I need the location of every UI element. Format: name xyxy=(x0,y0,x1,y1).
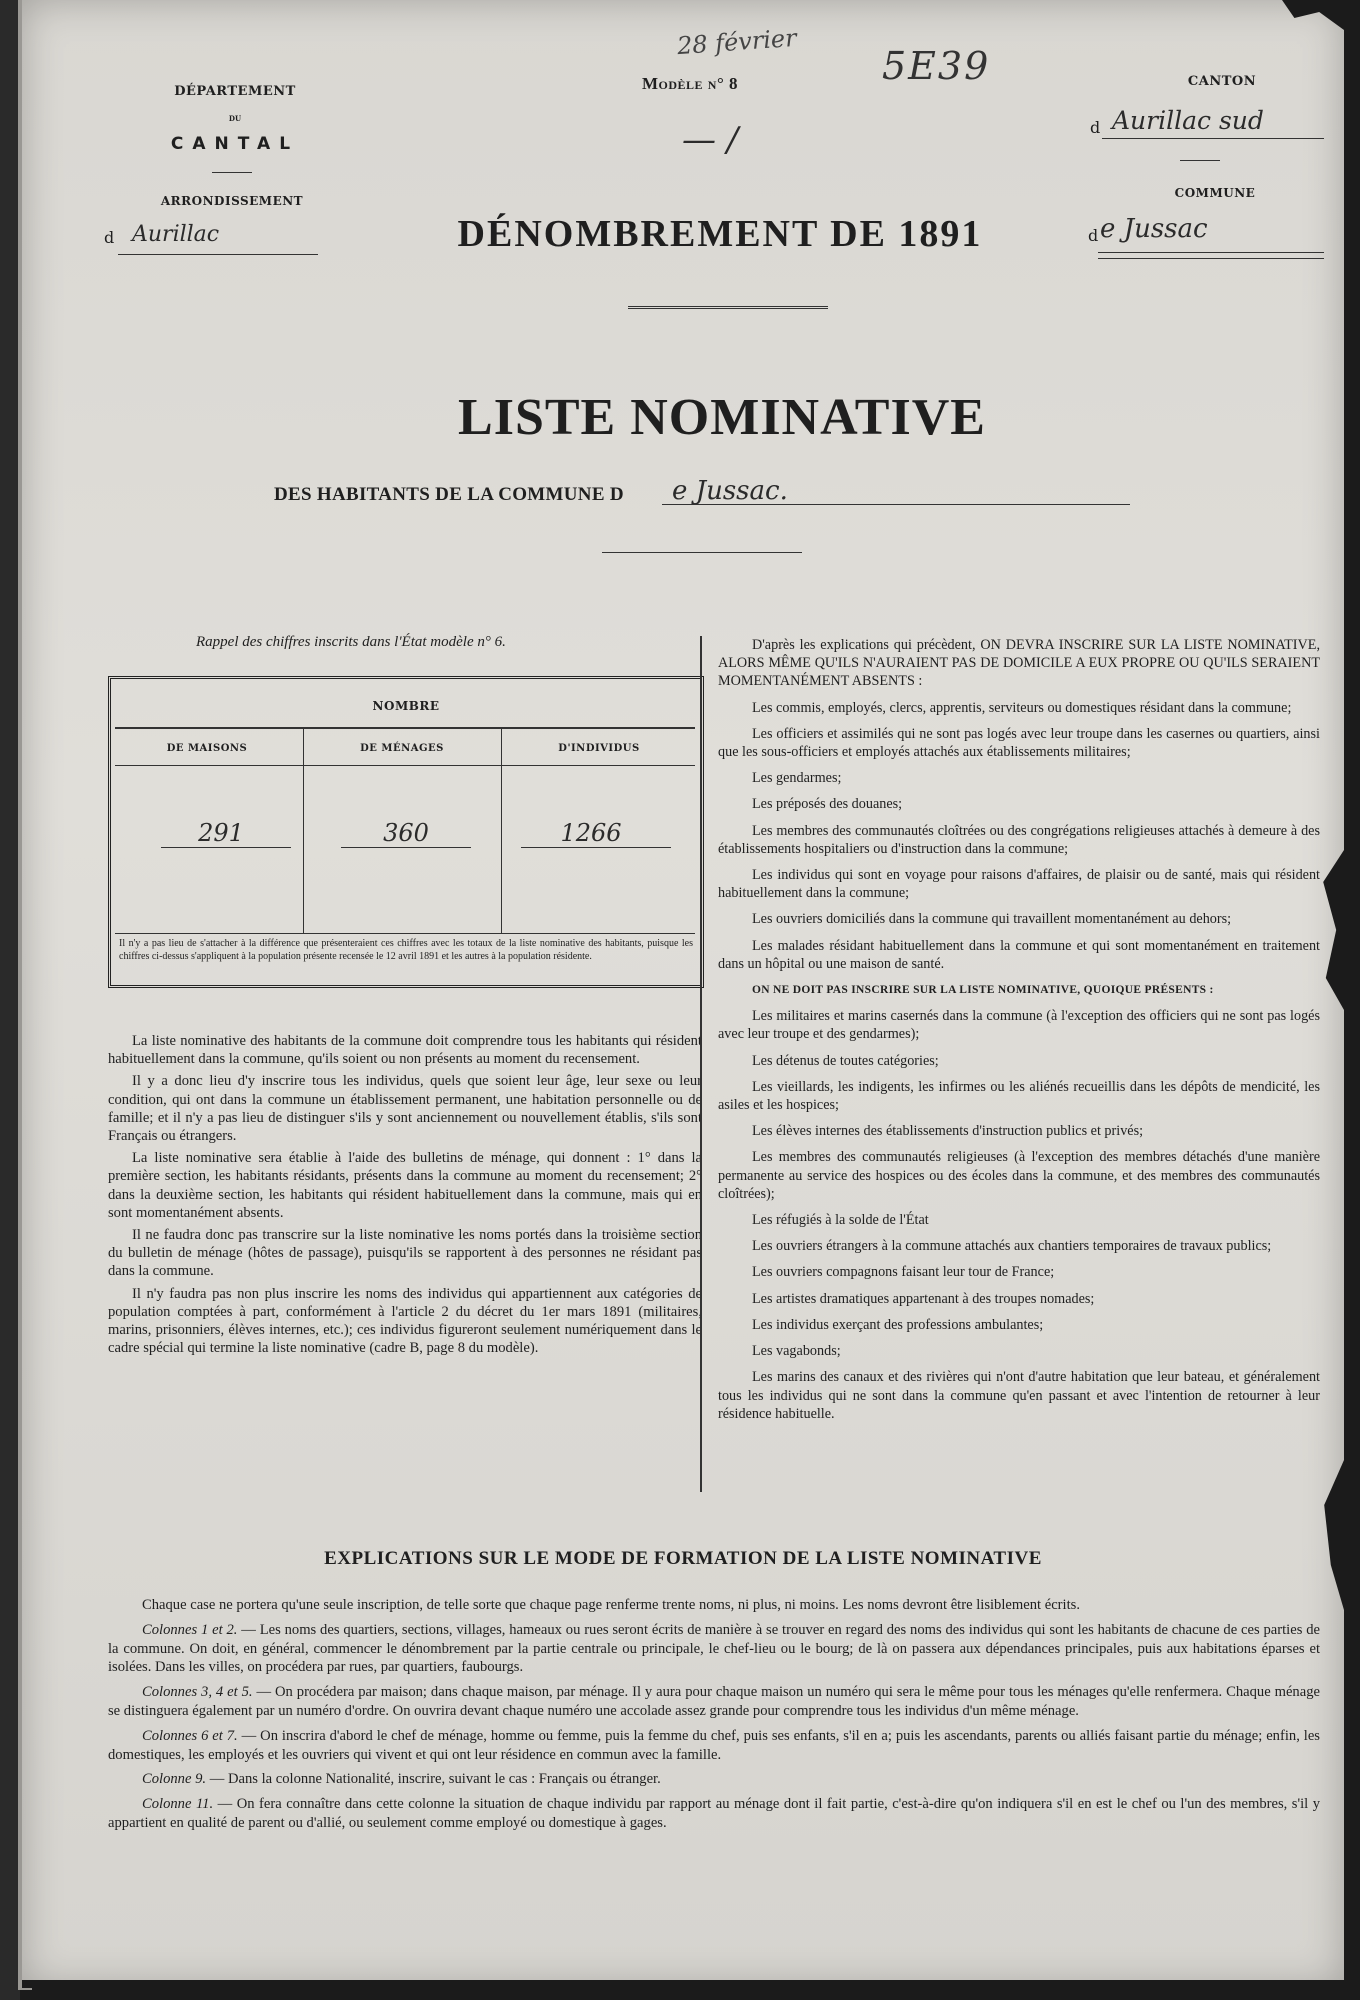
exclure-item: Les vagabonds; xyxy=(752,1343,841,1360)
col-menages: DE MÉNAGES xyxy=(360,743,444,754)
explication-item xyxy=(108,1683,1320,1721)
col-divider xyxy=(501,727,502,933)
rule xyxy=(602,552,802,553)
rule xyxy=(521,847,671,848)
col-divider xyxy=(303,727,304,933)
inscrire-item: Les préposés des douanes; xyxy=(752,796,903,813)
col-individus: D'INDIVIDUS xyxy=(558,743,640,754)
explication-label: Colonnes 6 et 7. xyxy=(142,1727,238,1744)
rule xyxy=(1180,160,1220,161)
rule xyxy=(1102,138,1324,139)
rule xyxy=(1098,258,1324,259)
exclure-item: Les membres des communautés religieuses (à l'exception des membres détachés d'une manière permanente au service des hospices ou des écoles dans la commune, et des membres des communautés cloîtrées); xyxy=(718,1149,1320,1202)
explication-item xyxy=(108,1621,1320,1677)
rule xyxy=(115,933,695,934)
explication-text: — Les noms des quartiers, sections, villages, hameaux ou rues seront écrits de manière à se trouver en regard des noms des individus qui sont les habitants de chacune de ces parties de la commune. On doit, en général, commencer le dénombrement par la partie centrale ou principale, le chef-lieu ou le bourg; de là on passera aux dépendances principales, puis aux habitations éparses et isolées. Dans les villes, on procédera par rues, par quartiers, faubourgs. xyxy=(108,1621,1320,1676)
du-label: DU xyxy=(228,114,242,123)
right-intro: D'après les explications qui précèdent, ON DEVRA INSCRIRE SUR LA LISTE NOMINATIVE, ALORS MÊME QU'ILS N'AURAIENT PAS DE DOMICILE A EUX PROPRE OU QU'ILS SERAIENT MOMENTANÉMENT ABSENTS : xyxy=(718,637,1320,690)
inscrire-item: Les membres des communautés cloîtrées ou des congrégations religieuses attachés à demeure à des établissements hospitaliers ou d'instruction dans la commune; xyxy=(718,822,1320,857)
bottom-edge xyxy=(22,1980,1344,1988)
rule xyxy=(115,765,695,766)
explications-intro: Chaque case ne portera qu'une seule inscription, de telle sorte que chaque page renferme trente noms, ni plus, ni moins. Les noms devront être lisiblement écrits. xyxy=(142,1597,1080,1613)
archive-note: 28 février xyxy=(676,23,798,61)
explications-body xyxy=(108,1596,1320,1839)
left-paragraph: Il ne faudra donc pas transcrire sur la liste nominative les noms portés dans la troisième section du bulletin de ménage (hôtes de passage), puisqu'ils se rapportent à des personnes ne résidant pas dans la commune. xyxy=(108,1227,702,1280)
exclure-item: Les élèves internes des établissements d'instruction publics et privés; xyxy=(752,1123,1144,1140)
rappel-note: Il n'y a pas lieu de s'attacher à la différence que présenteraient ces chiffres avec les totaux de la liste nominative des habitants, puisque les chiffres ci-dessus s'appliquent à la population présente recensée le 12 avril 1891 et les autres à la population résidente. xyxy=(119,938,693,962)
value-menages: 360 xyxy=(383,819,429,847)
census-page xyxy=(22,0,1344,1988)
explication-label: Colonne 11. xyxy=(142,1796,214,1813)
rappel-box xyxy=(108,676,704,988)
explication-item xyxy=(108,1795,1320,1833)
explication-label: Colonne 9. xyxy=(142,1771,207,1788)
inscrire-item: Les gendarmes; xyxy=(752,770,842,787)
exclure-item: Les réfugiés à la solde de l'État xyxy=(752,1212,929,1229)
canton-value: Aurillac sud xyxy=(1112,106,1264,135)
canton-label: CANTON xyxy=(1187,74,1257,89)
exclure-item: Les détenus de toutes catégories; xyxy=(752,1052,939,1069)
value-maisons: 291 xyxy=(198,819,244,847)
explication-label: Colonnes 1 et 2. xyxy=(142,1621,238,1638)
torn-edge xyxy=(1322,1460,1344,1610)
nombre-label: NOMBRE xyxy=(372,699,440,713)
explication-text: — Dans la colonne Nationalité, inscrire, suivant le cas : Français ou étranger. xyxy=(206,1771,661,1788)
inscrire-item: Les malades résidant habituellement dans la commune et qui sont momentanément en traitement dans un hôpital ou une maison de santé. xyxy=(718,937,1320,972)
explication-label: Colonnes 3, 4 et 5. xyxy=(142,1684,253,1701)
inscrire-item: Les commis, employés, clercs, apprentis, serviteurs ou domestiques résidant dans la commune; xyxy=(752,699,1292,716)
main-title: DÉNOMBREMENT DE 1891 xyxy=(457,213,983,255)
modele-mark: — / xyxy=(682,120,739,160)
canton-prefix: d xyxy=(1090,118,1101,137)
commune-prefix: d xyxy=(1088,226,1099,245)
left-paragraph: Il n'y faudra pas non plus inscrire les noms des individus qui appartiennent aux catégories de population comptées à part, conformément à l'article 2 du décret du 1er mars 1891 (militaires, marins, prisonniers, élèves internes, etc.); ces individus figureront seulement numériquement dans le cadre spécial qui termine la liste nominative (cadre B, page 8 du modèle). xyxy=(108,1285,702,1357)
rule xyxy=(662,504,1130,505)
explications-title: EXPLICATIONS SUR LE MODE DE FORMATION DE LA LISTE NOMINATIVE xyxy=(324,1548,1042,1569)
column-divider xyxy=(700,636,702,1492)
left-paragraph: Il y a donc lieu d'y inscrire tous les individus, quels que soient leur âge, leur sexe ou leur condition, qui ont dans la commune un établissement permanent, une habitation personnelle ou de famille; et il n'y a pas lieu de distinguer s'ils y sont anciennement ou nouvellement établis, s'ils sont Français ou étrangers. xyxy=(108,1073,702,1145)
binding-spine xyxy=(0,0,20,2000)
departement-label: DÉPARTEMENT xyxy=(174,84,296,99)
exclure-item: Les vieillards, les indigents, les infirmes ou les aliénés recueillis dans les dépôts de mendicité, les asiles et les hospices; xyxy=(718,1078,1320,1114)
explication-item xyxy=(108,1770,1320,1789)
exclure-item: Les individus exerçant des professions ambulantes; xyxy=(752,1316,1044,1333)
exclure-item: Les ouvriers étrangers à la commune attachés aux chantiers temporaires de travaux publics; xyxy=(752,1238,1272,1255)
col-maisons: DE MAISONS xyxy=(166,743,248,754)
left-paragraph: La liste nominative sera établie à l'aide des bulletins de ménage, qui donnent : 1° dans la première section, les habitants résidants, présents dans la commune au moment du recensement; 2° dans la deuxième section, les habitants qui résident habituellement dans la commune, mais qui en sont momentanément absents. xyxy=(108,1150,702,1221)
explication-text: — On inscrira d'abord le chef de ménage, homme ou femme, puis la femme du chef, puis ses enfants, s'il en a; puis les ascendants, parents ou alliés faisant partie du ménage; enfin, les domestiques, les employés et les ouvriers qui vivent et qui ont leur résidence en commun avec la famille. xyxy=(108,1727,1320,1763)
arrondissement-value: Aurillac xyxy=(132,222,220,247)
explication-text: — On fera connaître dans cette colonne la situation de chaque individu par rapport au ménage dont il fait partie, c'est-à-dire qu'on indiquera s'il en est le chef ou l'un des membres, s'il y appartient en qualité de parent ou d'allié, ou seulement comme employé ou domestique à gages. xyxy=(108,1796,1320,1831)
rule xyxy=(118,254,318,255)
exclure-item: Les militaires et marins casernés dans la commune (à l'exception des officiers qui ne sont pas logés avec leur troupe et des gendarmes); xyxy=(718,1008,1320,1043)
rule xyxy=(161,847,291,848)
exclure-item: Les artistes dramatiques appartenant à des troupes nomades; xyxy=(752,1290,1095,1307)
liste-subtitle: DES HABITANTS DE LA COMMUNE D xyxy=(274,484,624,505)
liste-commune: e Jussac. xyxy=(672,476,788,506)
exclure-item: Les ouvriers compagnons faisant leur tour de France; xyxy=(752,1264,1055,1281)
rule xyxy=(212,172,252,173)
inscrire-item: Les ouvriers domiciliés dans la commune qui travaillent momentanément au dehors; xyxy=(752,911,1232,928)
ne-pas-inscrire-heading: ON NE DOIT PAS INSCRIRE SUR LA LISTE NOMINATIVE, QUOIQUE PRÉSENTS : xyxy=(752,984,1214,997)
left-paragraph: La liste nominative des habitants de la commune doit comprendre tous les habitants qui résident habituellement dans la commune, qu'ils soient ou non présents au moment du recensement. xyxy=(108,1033,702,1068)
arrondissement-label: ARRONDISSEMENT xyxy=(160,194,304,208)
modele-number: Modèle n° 8 xyxy=(642,74,739,93)
torn-edge xyxy=(1318,850,1344,1010)
inscrire-item: Les individus qui sont en voyage pour raisons d'affaires, de plaisir ou de santé, mais qui résident habituellement dans la commune; xyxy=(718,867,1320,902)
value-individus: 1266 xyxy=(560,819,622,847)
right-column xyxy=(718,636,1320,1431)
arrondissement-prefix: d xyxy=(104,228,115,247)
commune-label: COMMUNE xyxy=(1174,186,1256,200)
explication-item xyxy=(108,1727,1320,1765)
title-rule xyxy=(628,306,828,309)
rule xyxy=(115,727,695,729)
torn-edge xyxy=(1282,0,1344,30)
liste-title: LISTE NOMINATIVE xyxy=(458,389,986,446)
inscrire-item: Les officiers et assimilés qui ne sont pas logés avec leur troupe dans les casernes ou quartiers, ainsi que les sous-officiers et employés attachés aux établissements militaires; xyxy=(718,725,1320,761)
left-column xyxy=(108,1032,702,1361)
departement-name: CANTAL xyxy=(170,134,300,154)
commune-value: e Jussac xyxy=(1100,214,1208,244)
rule xyxy=(1098,252,1324,253)
rappel-caption: Rappel des chiffres inscrits dans l'État modèle n° 6. xyxy=(196,634,506,650)
explication-text: — On procédera par maison; dans chaque maison, par ménage. Il y aura pour chaque maison un numéro qui sera le même pour tous les ménages qu'elle renfermera. Chaque ménage se distinguera également par un numéro d'ordre. On ouvrira devant chaque numéro une accolade assez grande pour comprendre tous les individus d'un même ménage. xyxy=(108,1684,1320,1719)
exclure-item: Les marins des canaux et des rivières qui n'ont d'autre habitation que leur bateau, et généralement tous les individus qui ne sont dans la commune qu'en passant et avec l'intention de retourner à leur résidence habituelle. xyxy=(718,1369,1320,1422)
archive-code: 5E39 xyxy=(882,44,991,88)
rule xyxy=(341,847,471,848)
